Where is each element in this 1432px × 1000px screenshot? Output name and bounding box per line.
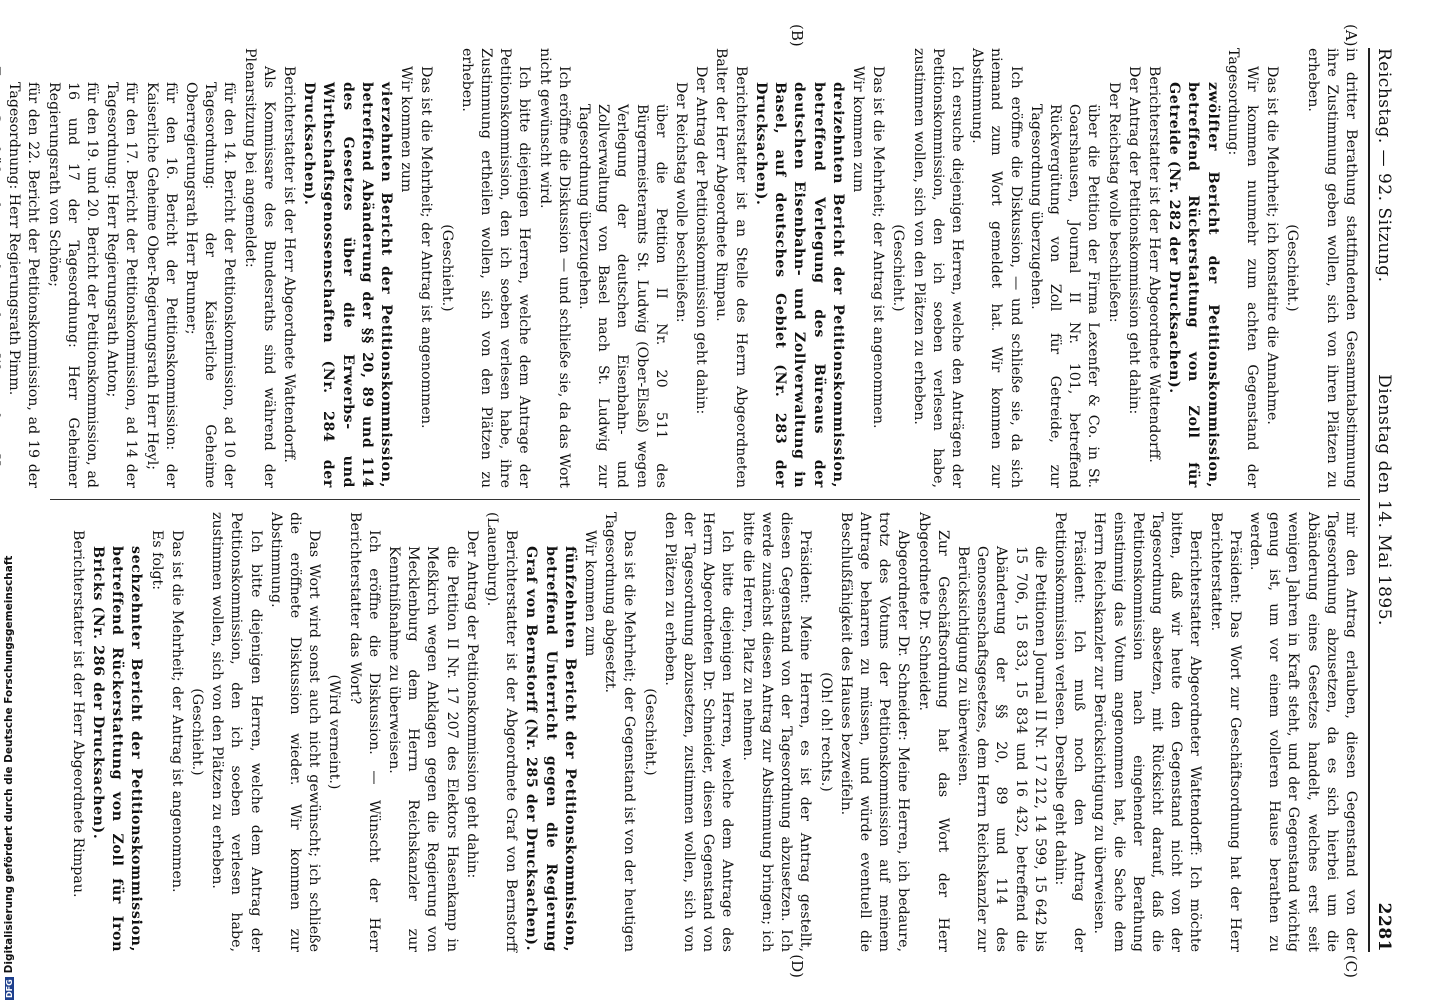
left-column xyxy=(6,48,1360,488)
paragraph: Ich bitte diejenigen Herren, welche dem Antrage der Petitionskommission, den ich soeben verlesen habe, ihre Zustimmung ertheilen wollen, sich von den Plätzen zu erheben. xyxy=(458,48,533,488)
paragraph: zwölfter Bericht der Petitionskommission, betreffend Rückerstattung von Zoll für Getreide (Nr. 282 der Drucksachen). xyxy=(1166,82,1221,488)
paragraph: (Geschieht.) xyxy=(641,688,658,776)
paragraph: Zur Geschäftsordnung hat das Wort der Herr Abgeordnete Dr. Schneider. xyxy=(915,512,951,952)
paragraph: über die Petition der Firma Lexenfer & Co. in St. Goarshausen, Journal II Nr. 101, betreffend Rückvergütung von Zoll für Getreide, zur Tagesordnung überzugehen. xyxy=(1027,104,1102,488)
header-date: Dienstag den 14. Mai 1895. xyxy=(1374,374,1394,626)
paragraph: Das Wort wird sonst auch nicht gewünscht; ich schließe die eröffnete Diskussion wieder. Wir kommen zur Abstimmung. xyxy=(267,512,323,952)
paragraph: Berichterstatter ist der Herr Abgeordnete Wattendorff. xyxy=(1145,66,1162,463)
paragraph: Das ist die Mehrheit; der Gegenstand ist von der heutigen Tagesordnung abgesetzt. xyxy=(602,512,638,952)
paragraph: Der Reichstag wolle beschließen: xyxy=(673,82,690,323)
paragraph: Ich bitte diejenigen Herren, welche dem Antrag der Petitionskommission, den ich soeben verlesen habe, zustimmen wollen, sich von den Plätzen zu erheben. xyxy=(209,512,264,952)
margin-mark-a: (A) xyxy=(1342,24,1360,47)
digitization-footer xyxy=(3,556,15,1000)
paragraph: in dritter Berathung stattfindenden Gesammtabstimmung ihre Zustimmung geben wollen, sich von ihren Plätzen zu erheben. xyxy=(1304,48,1359,488)
paragraph: Es folgt: xyxy=(148,530,165,591)
footer-text: Digitalisierung gefördert durch die Deutsche Forschungsgemeinschaft xyxy=(3,555,15,974)
paragraph: Berichterstatter ist der Abgeordnete Graf von Bernstorff (Lauenburg). xyxy=(484,512,520,952)
paragraph: sechzehnter Bericht der Petitionskommission, betreffend Rückerstattung von Zoll für Iron Bricks (Nr. 286 der Drucksachen). xyxy=(90,546,145,952)
margin-mark-d: (D) xyxy=(788,954,806,978)
paragraph: (Geschieht.) xyxy=(189,688,206,776)
paragraph: Wir kommen zum xyxy=(398,66,415,193)
paragraph: über die Petition II Nr. 20 511 des Bürgermeisteramts St. Ludwig (Ober-Elsaß) wegen Verlegung der deutschen Eisenbahn- und Zollverwaltung von Basel nach St. Ludwig zur Tagesordnung überzugehen. xyxy=(576,104,669,488)
paragraph: Das ist die Mehrheit; der Antrag ist angenommen. xyxy=(168,530,185,893)
paragraph: die Petitionen Journal II Nr. 17 212, 14 599, 15 642 bis 15 706, 15 833, 15 834 und 16 432, betreffend die Abänderung der §§ 20, 89 und 114 des Genossenschaftsgesetzes, dem Herrn Reichskanzler zur Berücksichtigung zu überweisen. xyxy=(954,546,1048,952)
paragraph: die Petition II Nr. 17 207 des Elektors Hasenkamp in Meßkirch wegen Anklagen gegen die Regierung von Mecklenburg dem Herrn Reichskanzler zur Kenntnißnahme zu überweisen. xyxy=(386,546,460,952)
paragraph: mir den Antrag erlauben, diesen Gegenstand von der Tagesordnung abzusetzen, da es sich hierbei um die Abänderung eines Gesetzes handelt, welches erst seit wenigen Jahren in Kraft steht, und der Gegenstand wichtig genug ist, um vor einem volleren Hause berathen zu werden. xyxy=(1246,512,1359,952)
paragraph: Der Reichstag wolle beschließen: xyxy=(1105,82,1122,323)
page-header xyxy=(1368,48,1396,952)
column-divider xyxy=(50,499,1360,500)
paragraph: Präsident: Meine Herren, es ist der Antrag gestellt, diesen Gegenstand von der Tagesordnung abzusetzen. Ich werde zunächst diesen Antrag zur Abstimmung bringen; ich bitte die Herren, Platz zu nehmen. xyxy=(739,512,814,952)
paragraph: (Geschieht.) xyxy=(1284,224,1301,312)
paragraph: Ich ersuche diejenigen Herren, welche den Anträgen der Petitionskommission, den ich soeben verlesen habe, zustimmen wollen, sich von den Plätzen zu erheben. xyxy=(910,48,965,488)
paragraph: Ich eröffne die Diskussion — und schließe sie, da das Wort nicht gewünscht wird. xyxy=(536,48,572,488)
paragraph: Berichterstatter ist der Herr Abgeordnete Rimpau. xyxy=(69,530,86,898)
header-left: Reichstag. — 92. Sitzung. xyxy=(1374,48,1394,283)
paragraph: Abgeordneter Dr. Schneider: Meine Herren, ich bedaure, trotz des Votums der Petitionskommission auf meinem Antrage beharren zu müssen, und würde eventuell die Beschlußfähigkeit des Hauses bezweifeln. xyxy=(837,512,912,952)
paragraph: dreizehnten Bericht der Petitionskommission, betreffend Verlegung des Büreaus der deutschen Eisenbahn- und Zollverwaltung in Basel, auf deutsches Gebiet (Nr. 283 der Drucksachen). xyxy=(752,82,846,488)
paragraph: Ich eröffne die Diskussion, — und schließe sie, da sich niemand zum Wort gemeldet hat. Wir kommen zur Abstimmung. xyxy=(969,48,1024,488)
paragraph xyxy=(0,48,3,488)
paragraph: (Geschieht.) xyxy=(438,224,455,312)
paragraph: Der Antrag der Petitionskommission geht dahin: xyxy=(693,66,710,415)
paragraph: für den 17. Bericht der Petitionskommission, ad 14 der Tagesordnung: Herr Regierungsrath Anton; xyxy=(104,82,140,488)
paragraph: Berichterstatter Abgeordneter Wattendorff: Ich möchte bitten, daß wir heute den Gegenstand nicht von der Tagesordnung absetzen, mit Rücksicht darauf, daß die Petitionskommission nach eingehender Berathung einstimmig das Votum angenommen hat, die Sache dem Herrn Reichskanzler zur Berücksichtigung zu überweisen. xyxy=(1091,512,1204,952)
paragraph: Der Antrag der Petitionskommission geht dahin: xyxy=(1125,66,1142,415)
paragraph: Das ist die Mehrheit; der Antrag ist angenommen. xyxy=(870,66,887,429)
paragraph: Ich bitte diejenigen Herren, welche dem Antrage des Herrn Abgeordneten Dr. Schneider, diesen Gegenstand von der Tagesordnung abzusetzen, zustimmen wollen, sich von den Plätzen zu erheben. xyxy=(661,512,736,952)
paragraph: Präsident: Das Wort zur Geschäftsordnung hat der Herr Berichterstatter. xyxy=(1207,512,1243,952)
paragraph: Berichterstatter ist an Stelle des Herrn Abgeordneten Balter der Herr Abgeordnete Rimpau. xyxy=(713,48,749,488)
paragraph: Der Antrag der Petitionskommission geht dahin: xyxy=(463,530,480,879)
margin-mark-b: (B) xyxy=(788,24,806,47)
paragraph: fünfzehnten Bericht der Petitionskommission, betreffend Unterricht gegen die Regierung Graf von Bernstorff (Nr. 285 der Drucksachen). xyxy=(523,546,578,952)
paragraph: Wir kommen zum xyxy=(849,66,866,193)
margin-mark-c: (C) xyxy=(1342,954,1360,978)
paragraph: Das ist die Mehrheit; ich konstatire die Annahme. xyxy=(1264,66,1281,425)
paragraph: (Oh! oh! rechts.) xyxy=(817,672,834,792)
paragraph: für den 16. Bericht der Petitionskommission: der Kaiserliche Geheime Ober-Regierungsrath Herr Heyl; xyxy=(143,82,179,488)
dfg-logo-icon: DFG xyxy=(5,979,14,998)
paragraph: (Wird verneint.) xyxy=(326,674,343,790)
page-number: 2281 xyxy=(1374,902,1394,952)
right-column xyxy=(46,512,1360,952)
paragraph: Wir kommen zum xyxy=(582,530,599,657)
paragraph: Das ist die Mehrheit; der Antrag ist angenommen. xyxy=(418,66,435,429)
paragraph: Als Kommissare des Bundesraths sind während der Plenarsitzung bei angemeldet: xyxy=(241,48,277,488)
paragraph: für den 19. und 20. Bericht der Petitionskommission, ad 16 und 17 der Tagesordnung: Herr Geheimer Regierungsrath von Schöne; xyxy=(45,82,100,488)
paragraph: für den 22. Bericht der Petitionskommission, ad 19 der Tagesordnung: Herr Regierungsrath Pimm. xyxy=(6,82,42,488)
paragraph: Ich eröffne die Diskussion. — Wünscht der Herr Berichterstatter das Wort? xyxy=(346,512,382,952)
paragraph: für den 14. Bericht der Petitionskommission, ad 10 der Tagesordnung: der Kaiserliche Geheime Oberregierungsrath Herr Brunner; xyxy=(183,82,238,488)
paragraph: (Geschieht.) xyxy=(890,224,907,312)
paragraph: vierzehnten Bericht der Petitionskommission, betreffend Abänderung der §§ 20, 89 und 114 des Gesetzes über die Erwerbs- und Wirthschaftsgenossenschaften (Nr. 284 der Drucksachen). xyxy=(301,82,395,488)
paragraph: Präsident: Ich muß noch den Antrag der Petitionskommission verlesen. Derselbe geht dahin: xyxy=(1051,512,1088,952)
paragraph: Wir kommen nunmehr zum achten Gegenstand der Tagesordnung: xyxy=(1224,48,1260,488)
paragraph: Berichterstatter ist der Herr Abgeordnete Wattendorff. xyxy=(281,66,298,463)
